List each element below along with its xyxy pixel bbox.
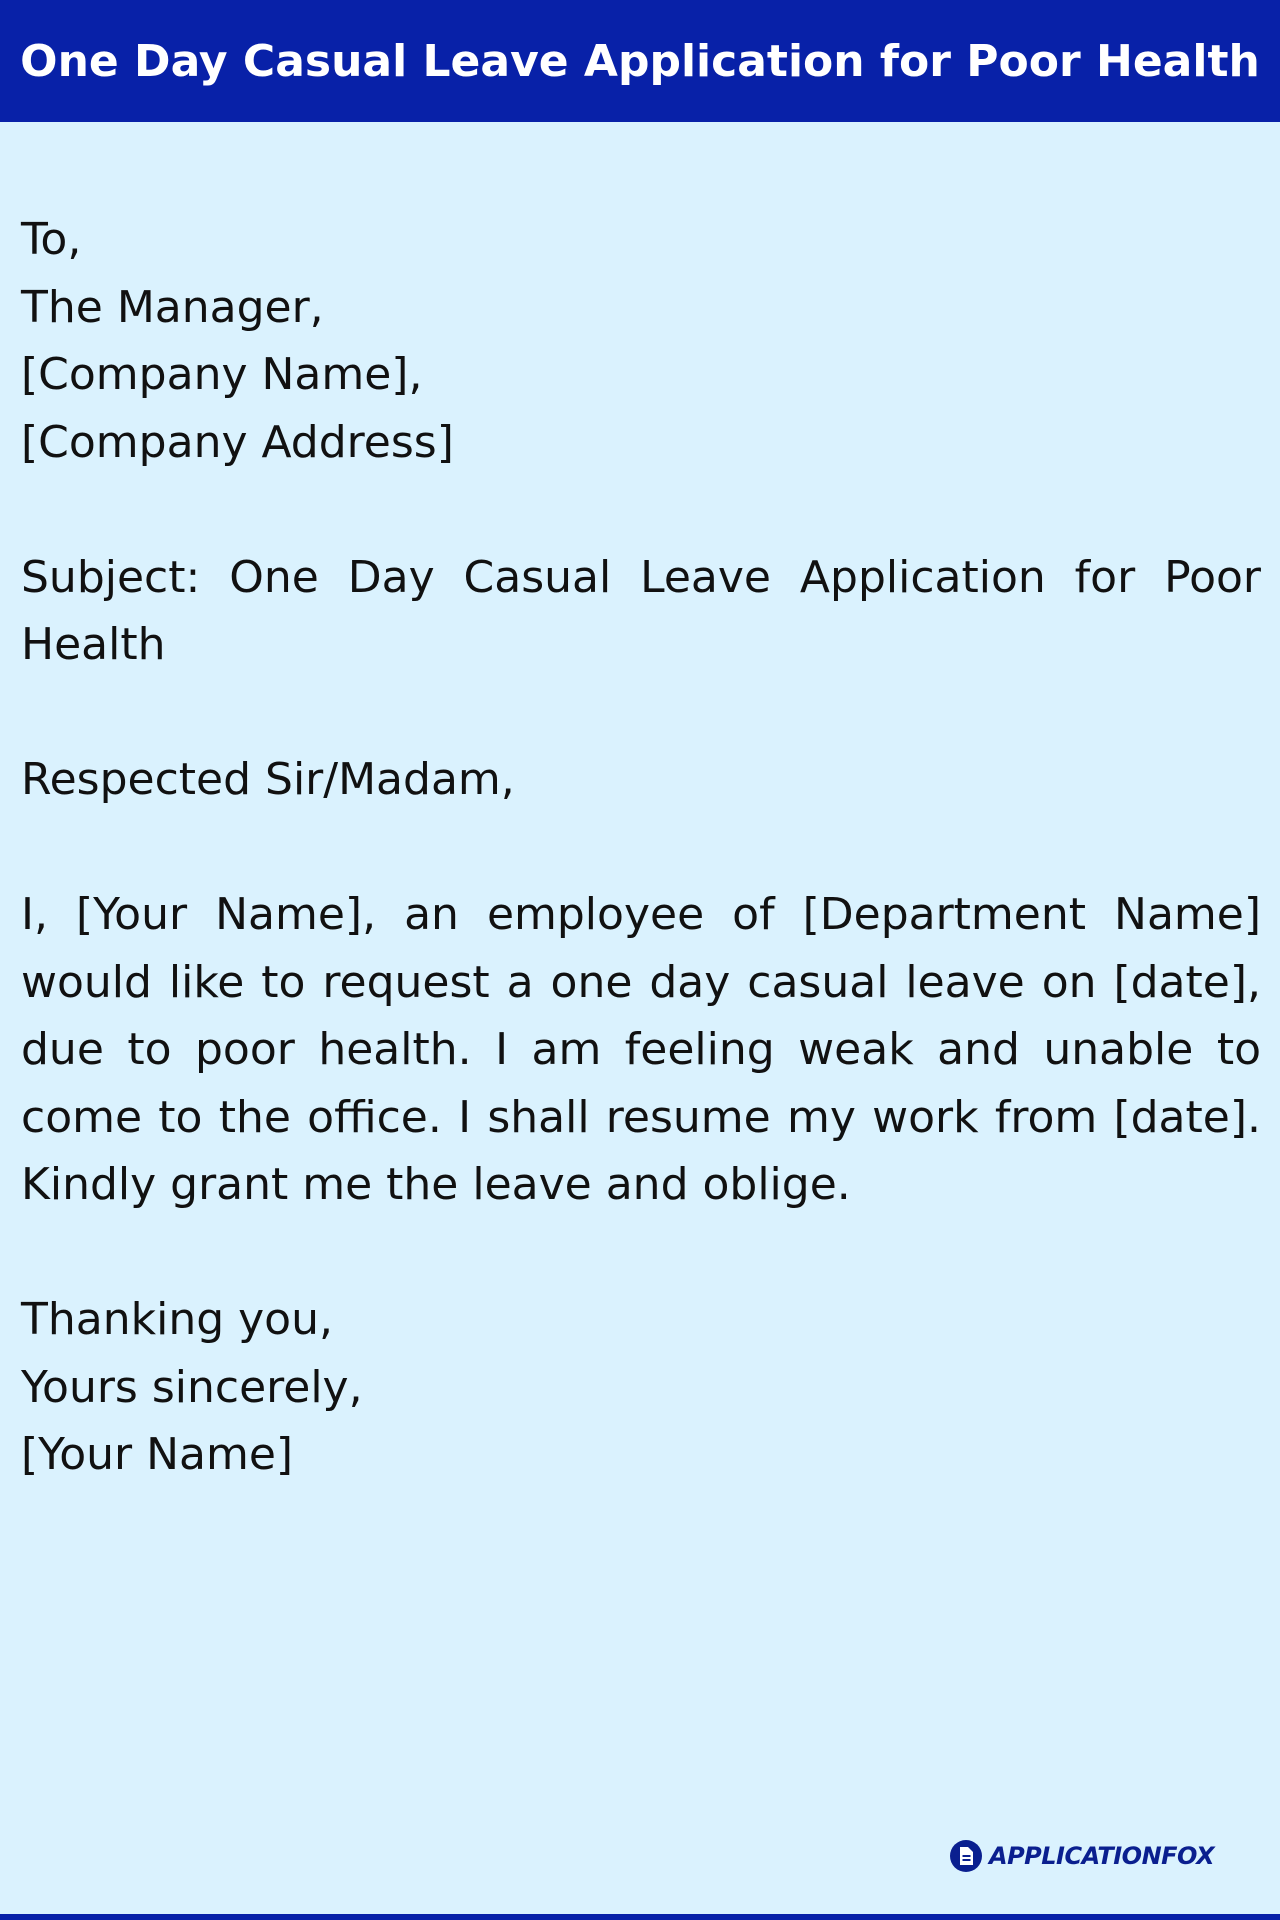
spacer (21, 476, 1261, 544)
letter-closing: Thanking you, (21, 1294, 333, 1345)
letter-sign-off: Yours sincerely, (21, 1361, 363, 1413)
bottom-bar (0, 1914, 1280, 1920)
letter-to: To, (21, 214, 82, 265)
page-title: One Day Casual Leave Application for Poor Health (20, 35, 1260, 87)
letter-recipient: The Manager, (21, 281, 324, 333)
brand-logo (949, 1836, 1214, 1876)
page-header (0, 0, 1280, 122)
document-icon (949, 1839, 983, 1873)
letter-company-address: [Company Address] (21, 416, 454, 468)
spacer (21, 679, 1261, 747)
spacer (21, 1219, 1261, 1287)
spacer (21, 814, 1261, 882)
brand-name: APPLICATIONFOX (989, 1842, 1215, 1870)
letter-body (21, 206, 1261, 1489)
letter-salutation: Respected Sir/Madam, (21, 754, 515, 805)
letter-company-name: [Company Name], (21, 349, 423, 400)
letter-paragraph: I, [Your Name], an employee of [Department Name] would like to request a one day casual leave on [date], due to poor health. I am feeling weak and unable to come to the office. I shall resume my work from [date]. Kindly grant me the leave and oblige. (21, 889, 1261, 1210)
letter-subject: Subject: One Day Casual Leave Application for Poor Health (21, 551, 1261, 670)
letter-signature: [Your Name] (21, 1429, 294, 1480)
